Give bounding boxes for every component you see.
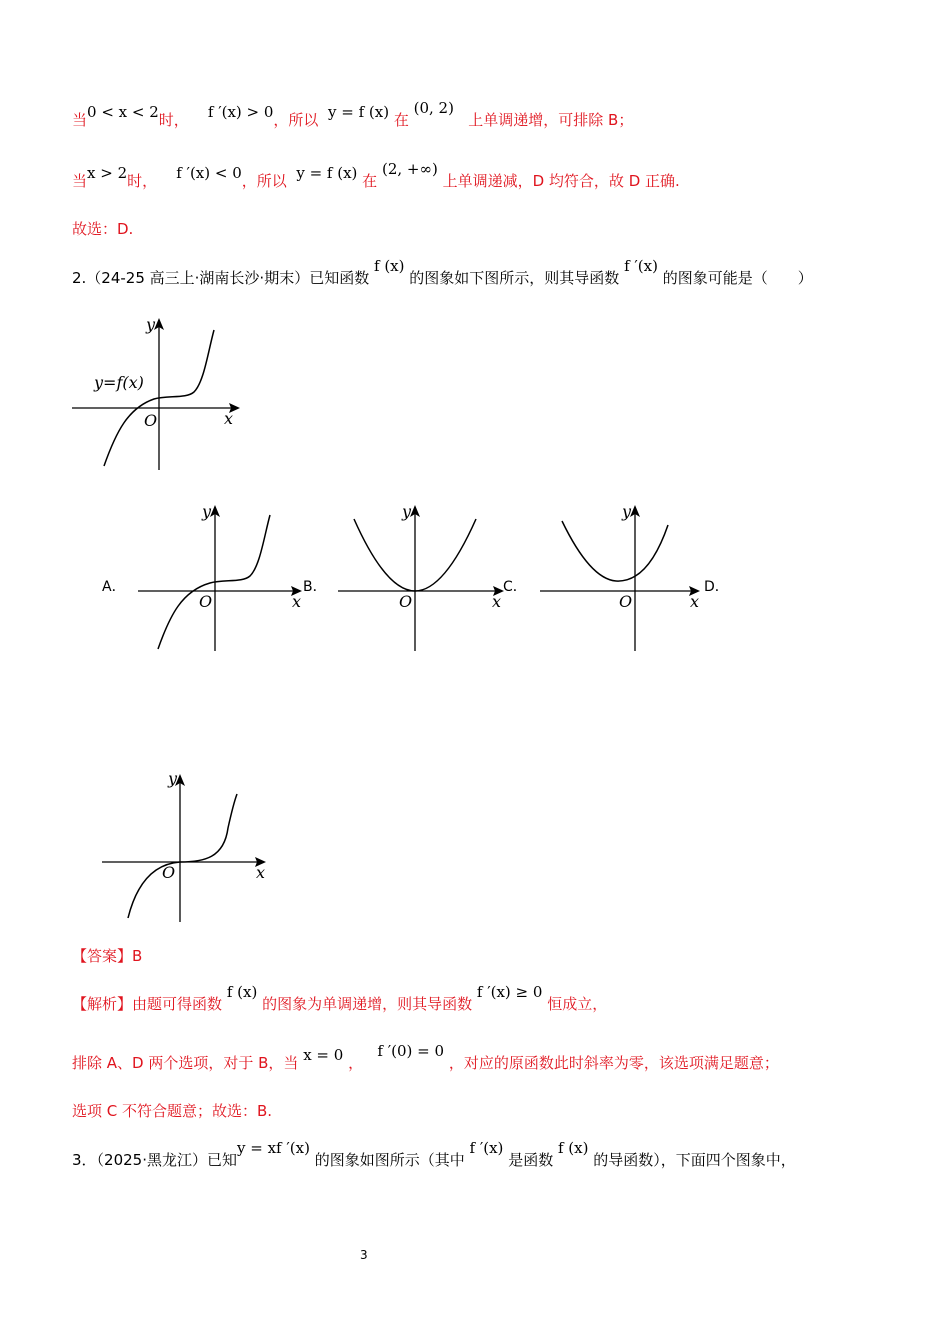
question-3-stem: 3．（2025·黑龙江）已知y = xf ′(x) 的图象如图所示（其中 f ′(x) 是函数 f (x) 的导函数），下面四个图象中， (72, 1139, 796, 1169)
math-interval: (0, 2) (413, 99, 454, 117)
math-x-zero: x = 0 (303, 1046, 344, 1064)
option-d-graph (100, 768, 280, 928)
x-axis-label: x (224, 409, 234, 428)
main-graph-fx (68, 312, 268, 472)
math-function: y = f (x) (327, 103, 390, 121)
answer-line: 【答案】B (72, 947, 143, 965)
curve-label: y=f(x) (94, 373, 144, 392)
option-b-graph (334, 497, 514, 657)
option-b-label: B． (303, 579, 327, 595)
math-derivative: f ′(x) ≥ 0 (476, 983, 543, 1001)
analysis-line-3: 选项 C 不符合题意；故选：B. (72, 1102, 273, 1120)
question-2-stem: 2.（24-25 高三上·湖南长沙·期末）已知函数 f (x) 的图象如下图所示，则其导函数 f ′(x) 的图象可能是（ ） (72, 257, 813, 287)
option-c-label: C． (503, 579, 527, 595)
origin-label: O (399, 592, 413, 611)
y-axis-label: y (146, 315, 156, 334)
x-axis-label: x (256, 863, 266, 882)
analysis-line-1: 【解析】由题可得函数 f (x) 的图象为单调递增，则其导函数 f ′(x) ≥ 0 恒成立， (72, 983, 608, 1013)
math-derivative: f ′(x) (469, 1139, 504, 1157)
x-axis-label: x (492, 592, 502, 611)
math-function: y = f (x) (296, 164, 358, 182)
math-derivative-zero: f ′(0) = 0 (377, 1042, 445, 1060)
y-axis-label: y (622, 502, 632, 521)
math-function: f (x) (226, 983, 258, 1001)
x-axis-label: x (690, 592, 700, 611)
option-a-graph (134, 497, 314, 657)
y-axis-label: y (168, 769, 178, 788)
solution-conclusion: 故选：D. (72, 220, 134, 238)
origin-label: O (199, 592, 213, 611)
origin-label: O (619, 592, 633, 611)
option-c-graph (536, 497, 716, 657)
y-axis-label: y (402, 502, 412, 521)
math-function: y = xf ′(x) (237, 1139, 310, 1157)
math-function: f (x) (374, 257, 405, 275)
origin-label: O (162, 863, 176, 882)
math-derivative: f ′(x) > 0 (207, 103, 274, 121)
solution-line-1: 当0 < x < 2时， f ′(x) > 0，所以 y = f (x) 在 (0, 2) 上单调递增，可排除 B； (72, 99, 634, 129)
solution-line-2: 当x > 2时， f ′(x) < 0，所以 y = f (x) 在 (2, +∞) 上单调递减，D 均符合，故 D 正确. (72, 160, 680, 190)
origin-label: O (144, 411, 158, 430)
math-derivative: f ′(x) < 0 (176, 164, 242, 182)
math-function: f (x) (557, 1139, 589, 1157)
option-a-label: A． (102, 579, 126, 595)
page-number: 3 (360, 1248, 368, 1262)
math-condition: x > 2 (87, 164, 128, 182)
analysis-line-2: 排除 A、D 两个选项，对于 B，当 x = 0 ， f ′(0) = 0 ，对应的原函数此时斜率为零，该选项满足题意； (72, 1042, 779, 1072)
option-d-label: D． (704, 579, 729, 595)
x-axis-label: x (292, 592, 302, 611)
math-condition: 0 < x < 2 (87, 103, 159, 121)
y-axis-label: y (202, 502, 212, 521)
math-derivative: f ′(x) (624, 257, 658, 275)
math-interval: (2, +∞) (381, 160, 438, 178)
